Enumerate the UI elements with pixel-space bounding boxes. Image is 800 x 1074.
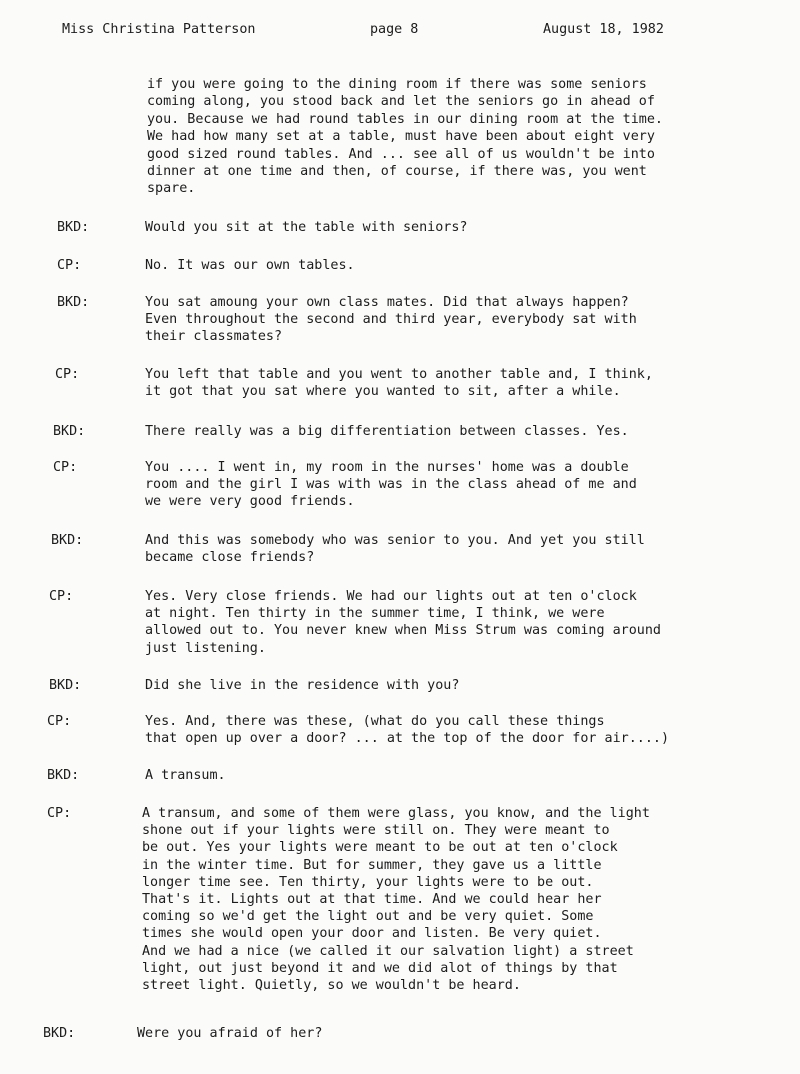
- entry-line: room and the girl I was with was in the class ahead of me and: [145, 477, 637, 493]
- entry-line: And we had a nice (we called it our salvation light) a street: [142, 943, 634, 959]
- entry-line: No. It was our own tables.: [145, 258, 355, 273]
- speaker-label: BKD:: [53, 424, 86, 439]
- entry-text: [145, 677, 795, 694]
- entry-line: Yes. Very close friends. We had our lights out at ten o'clock: [145, 589, 637, 604]
- entry-line: became close friends?: [145, 550, 315, 566]
- entry-text: [145, 588, 795, 657]
- speaker-label: BKD:: [57, 295, 90, 310]
- entry-line: their classmates?: [145, 329, 283, 345]
- entry-line: longer time see. Ten thirty, your lights were to be out.: [142, 874, 594, 890]
- entry-text: [145, 459, 795, 511]
- intro-line: dinner at one time and then, of course, if there was, you went: [147, 164, 647, 180]
- intro-line: good sized round tables. And ... see all of us wouldn't be into: [147, 146, 655, 162]
- entry-line: it got that you sat where you wanted to sit, after a while.: [145, 384, 621, 400]
- speaker-label: CP:: [47, 714, 72, 729]
- speaker-label: BKD:: [57, 220, 90, 235]
- interview-date: August 18, 1982: [543, 22, 664, 37]
- entry-text: [145, 257, 795, 274]
- interviewee-name: Miss Christina Patterson: [62, 22, 256, 37]
- speaker-label: BKD:: [49, 678, 82, 693]
- entry-line: be out. Yes your lights were meant to be out at ten o'clock: [142, 840, 618, 856]
- page-number: page 8: [370, 22, 419, 37]
- entry-line: at night. Ten thirty in the summer time, I think, we were: [145, 606, 605, 622]
- entry-line: allowed out to. You never knew when Miss Strum was coming around: [145, 623, 661, 639]
- entry-text: [145, 713, 795, 747]
- speaker-label: CP:: [53, 460, 78, 475]
- entry-line: And this was somebody who was senior to you. And yet you still: [145, 533, 645, 548]
- speaker-label: CP:: [55, 367, 80, 382]
- speaker-label: CP:: [49, 589, 74, 604]
- speaker-label: BKD:: [47, 768, 80, 783]
- entry-line: A transum.: [145, 768, 226, 783]
- entry-line: in the winter time. But for summer, they gave us a little: [142, 857, 602, 873]
- entry-line: A transum, and some of them were glass, you know, and the light: [142, 806, 650, 821]
- entry-line: light, out just beyond it and we did alot of things by that: [142, 960, 618, 976]
- intro-line: spare.: [147, 181, 196, 197]
- entry-line: You left that table and you went to another table and, I think,: [145, 367, 653, 382]
- entry-line: Would you sit at the table with seniors?: [145, 220, 468, 235]
- speaker-label: BKD:: [51, 533, 84, 548]
- speaker-label: CP:: [47, 806, 72, 821]
- intro-line: We had how many set at a table, must have been about eight very: [147, 129, 655, 145]
- entry-line: shone out if your lights were still on. They were meant to: [142, 823, 610, 839]
- speaker-label: BKD:: [43, 1026, 76, 1041]
- entry-text: [145, 219, 795, 236]
- entry-line: street light. Quietly, so we wouldn't be heard.: [142, 978, 521, 994]
- entry-line: that open up over a door? ... at the top of the door for air....): [145, 731, 670, 747]
- entry-line: Yes. And, there was these, (what do you call these things: [145, 714, 605, 729]
- entry-line: just listening.: [145, 640, 266, 656]
- entry-line: There really was a big differentiation between classes. Yes.: [145, 424, 629, 439]
- entry-line: Did she live in the residence with you?: [145, 678, 460, 693]
- entry-text: [137, 1025, 787, 1042]
- entry-line: You .... I went in, my room in the nurses' home was a double: [145, 460, 629, 475]
- entry-line: we were very good friends.: [145, 494, 355, 510]
- entry-line: coming so we'd get the light out and be very quiet. Some: [142, 909, 594, 925]
- intro-line: if you were going to the dining room if there was some seniors: [147, 77, 647, 92]
- page-header: [0, 22, 800, 42]
- intro-paragraph: [147, 76, 787, 198]
- entry-text: [145, 423, 795, 440]
- entry-line: times she would open your door and listen. Be very quiet.: [142, 926, 602, 942]
- entry-text: [145, 366, 795, 400]
- entry-text: [145, 294, 795, 346]
- entry-line: That's it. Lights out at that time. And we could hear her: [142, 892, 602, 908]
- intro-line: coming along, you stood back and let the seniors go in ahead of: [147, 94, 655, 110]
- speaker-label: CP:: [57, 258, 82, 273]
- intro-line: you. Because we had round tables in our dining room at the time.: [147, 111, 663, 127]
- entry-line: Were you afraid of her?: [137, 1026, 323, 1041]
- entry-line: You sat amoung your own class mates. Did that always happen?: [145, 295, 629, 310]
- entry-text: [145, 767, 795, 784]
- entry-text: [142, 805, 792, 994]
- entry-line: Even throughout the second and third year, everybody sat with: [145, 312, 637, 328]
- entry-text: [145, 532, 795, 566]
